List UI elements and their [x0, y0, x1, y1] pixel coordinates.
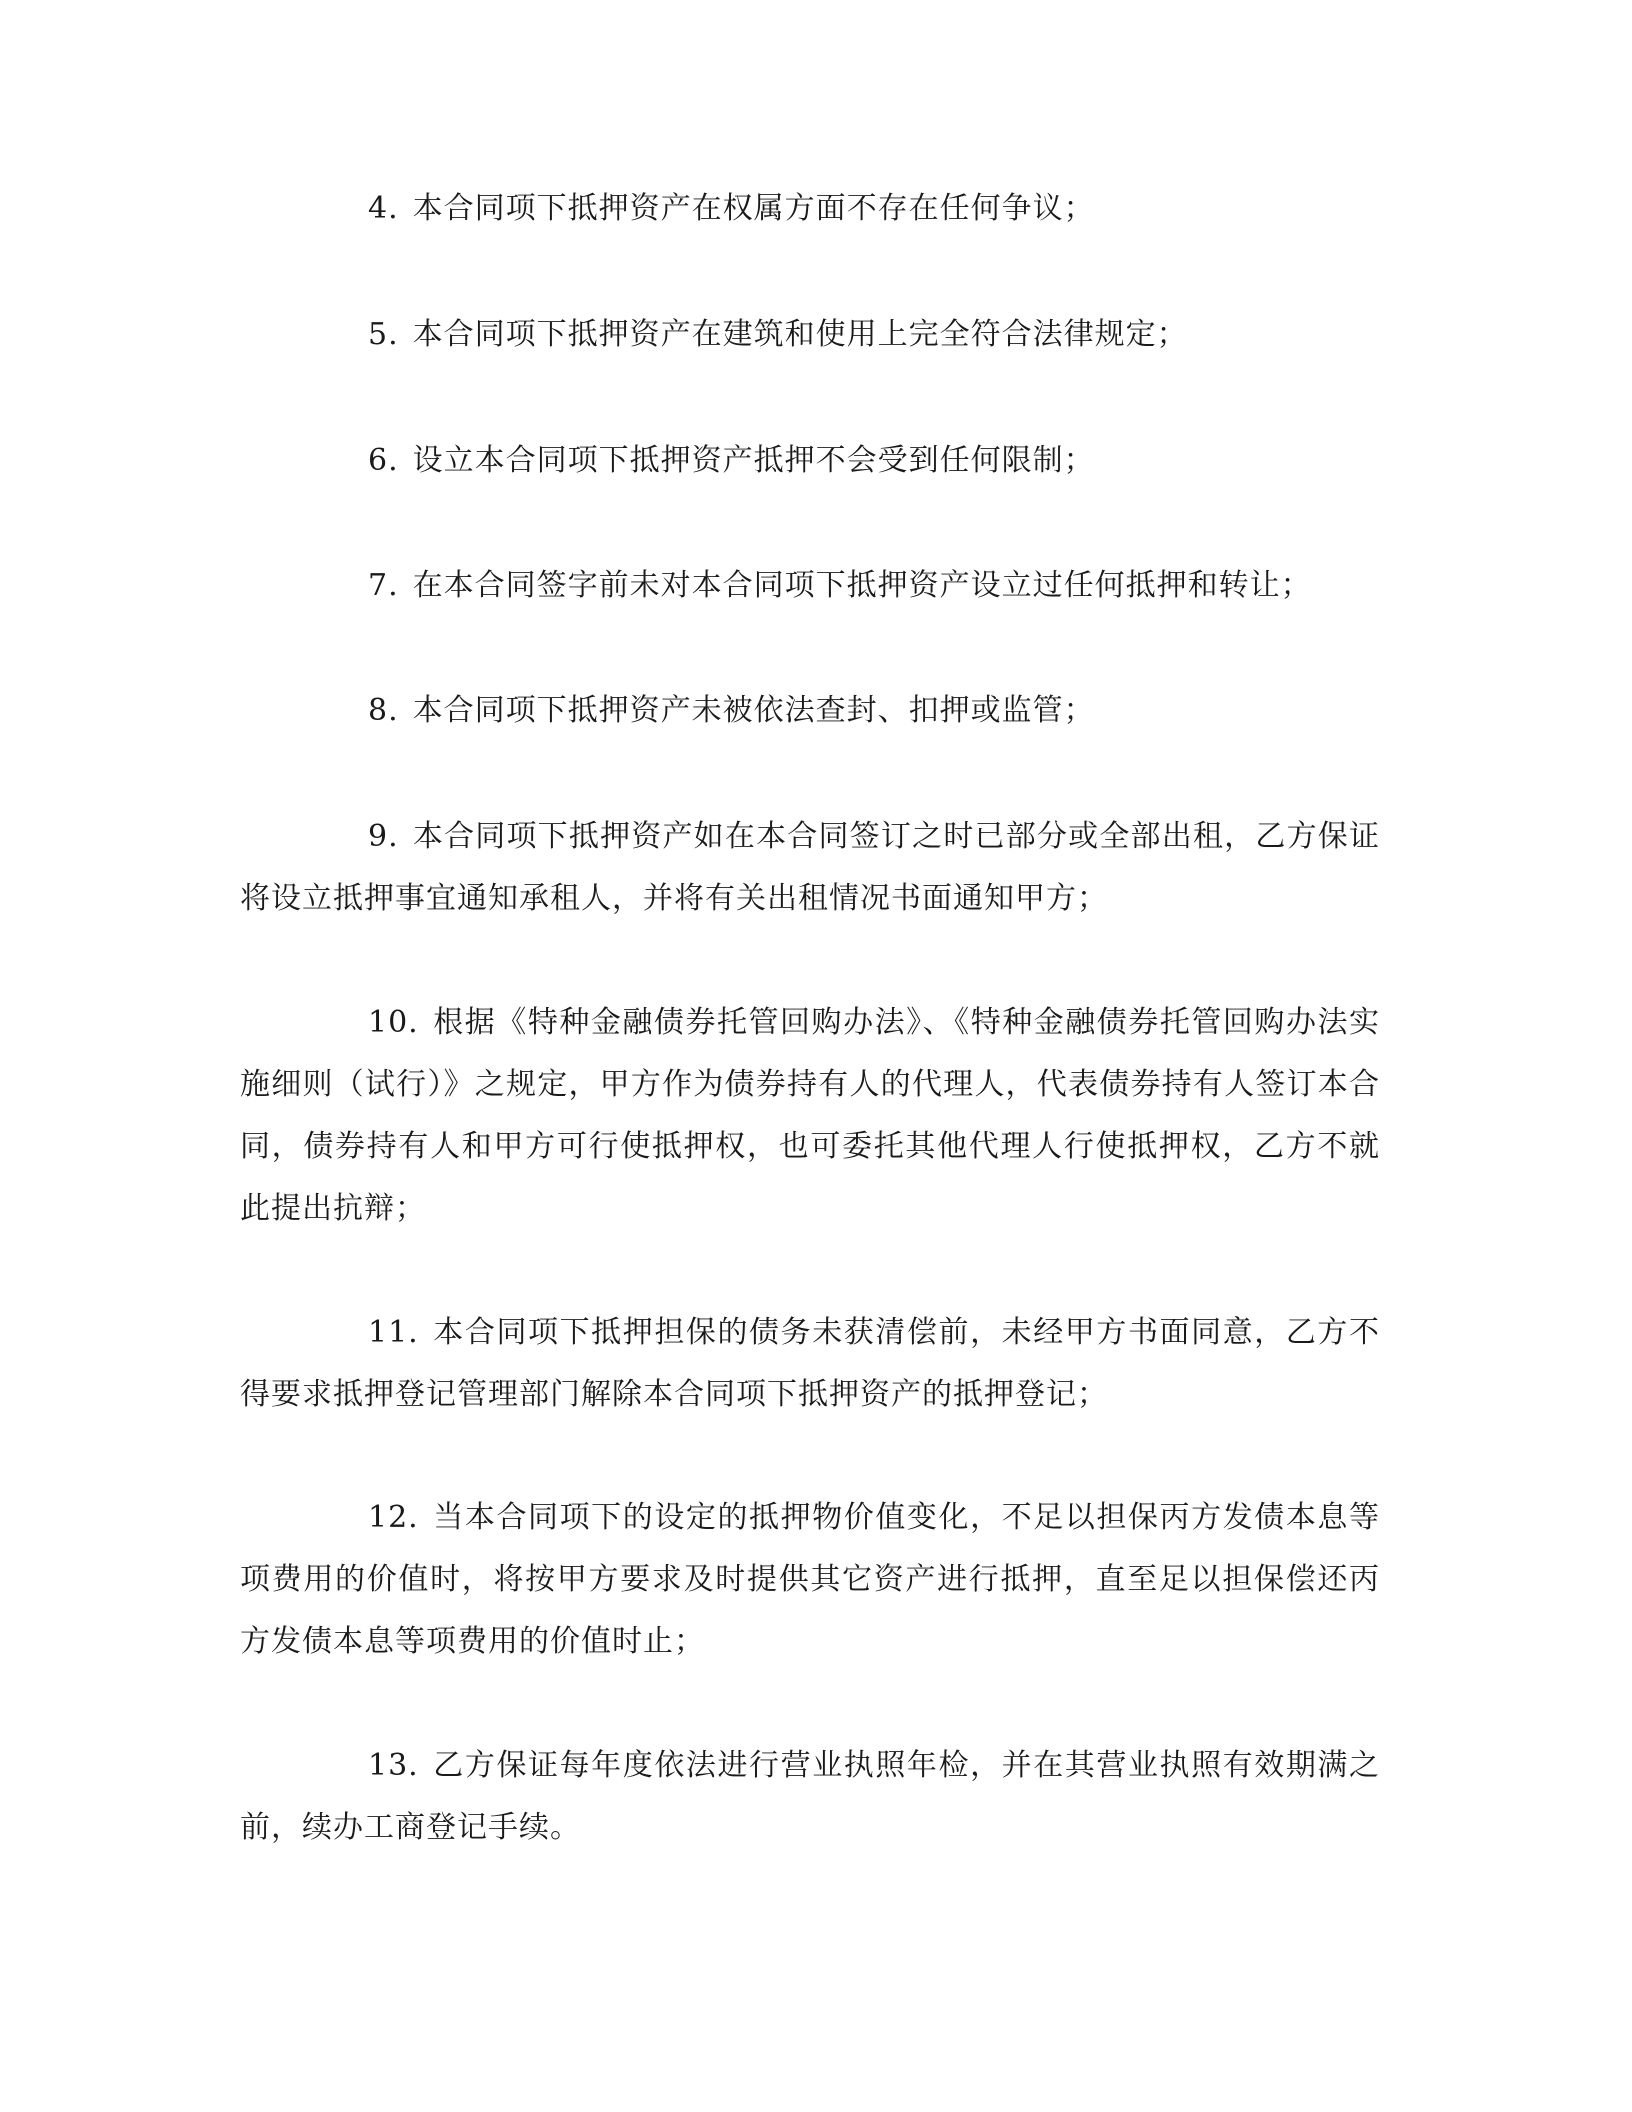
- clause-number: 8.: [368, 693, 399, 728]
- clause-6: [240, 430, 1380, 492]
- clause-12: [240, 1487, 1380, 1673]
- clause-10: [240, 992, 1380, 1240]
- clause-text: 设立本合同项下抵押资产抵押不会受到任何限制；: [412, 443, 1095, 478]
- clause-8: [240, 680, 1380, 742]
- clause-number: 9.: [368, 819, 399, 854]
- clause-number: 13.: [368, 1748, 419, 1783]
- clause-text: 当本合同项下的设定的抵押物价值变化，不足以担保丙方发债本息等项费用的价值时，将按甲方要求及时提供其它资产进行抵押，直至足以担保偿还丙方发债本息等项费用的价值时止；: [240, 1500, 1380, 1659]
- clause-text: 在本合同签字前未对本合同项下抵押资产设立过任何抵押和转让；: [412, 568, 1312, 603]
- clause-number: 7.: [368, 568, 399, 603]
- clause-text: 本合同项下抵押担保的债务未获清偿前，未经甲方书面同意，乙方不得要求抵押登记管理部门解除本合同项下抵押资产的抵押登记；: [240, 1315, 1380, 1412]
- clause-text: 根据《特种金融债券托管回购办法》、《特种金融债券托管回购办法实施细则（试行）》之规定，甲方作为债券持有人的代理人，代表债券持有人签订本合同，债券持有人和甲方可行使抵押权，也可委托其他代理人行使抵押权，乙方不就此提出抗辩；: [240, 1005, 1380, 1226]
- clause-4: [240, 178, 1380, 240]
- clause-text: 本合同项下抵押资产如在本合同签订之时已部分或全部出租，乙方保证将设立抵押事宜通知承租人，并将有关出租情况书面通知甲方；: [240, 819, 1380, 916]
- clause-number: 4.: [368, 191, 399, 226]
- clause-number: 11.: [368, 1315, 419, 1350]
- clause-text: 本合同项下抵押资产未被依法查封、扣押或监管；: [412, 693, 1095, 728]
- clause-7: [240, 555, 1380, 617]
- clause-number: 5.: [368, 317, 399, 352]
- clause-11: [240, 1302, 1380, 1426]
- clause-13: [240, 1735, 1380, 1859]
- clause-number: 10.: [368, 1005, 419, 1040]
- clause-number: 12.: [368, 1500, 419, 1535]
- clause-9: [240, 806, 1380, 930]
- clause-text: 本合同项下抵押资产在建筑和使用上完全符合法律规定；: [412, 317, 1188, 352]
- clause-5: [240, 304, 1380, 366]
- clause-text: 本合同项下抵押资产在权属方面不存在任何争议；: [412, 191, 1095, 226]
- clause-text: 乙方保证每年度依法进行营业执照年检，并在其营业执照有效期满之前，续办工商登记手续。: [240, 1748, 1380, 1845]
- clause-number: 6.: [368, 443, 399, 478]
